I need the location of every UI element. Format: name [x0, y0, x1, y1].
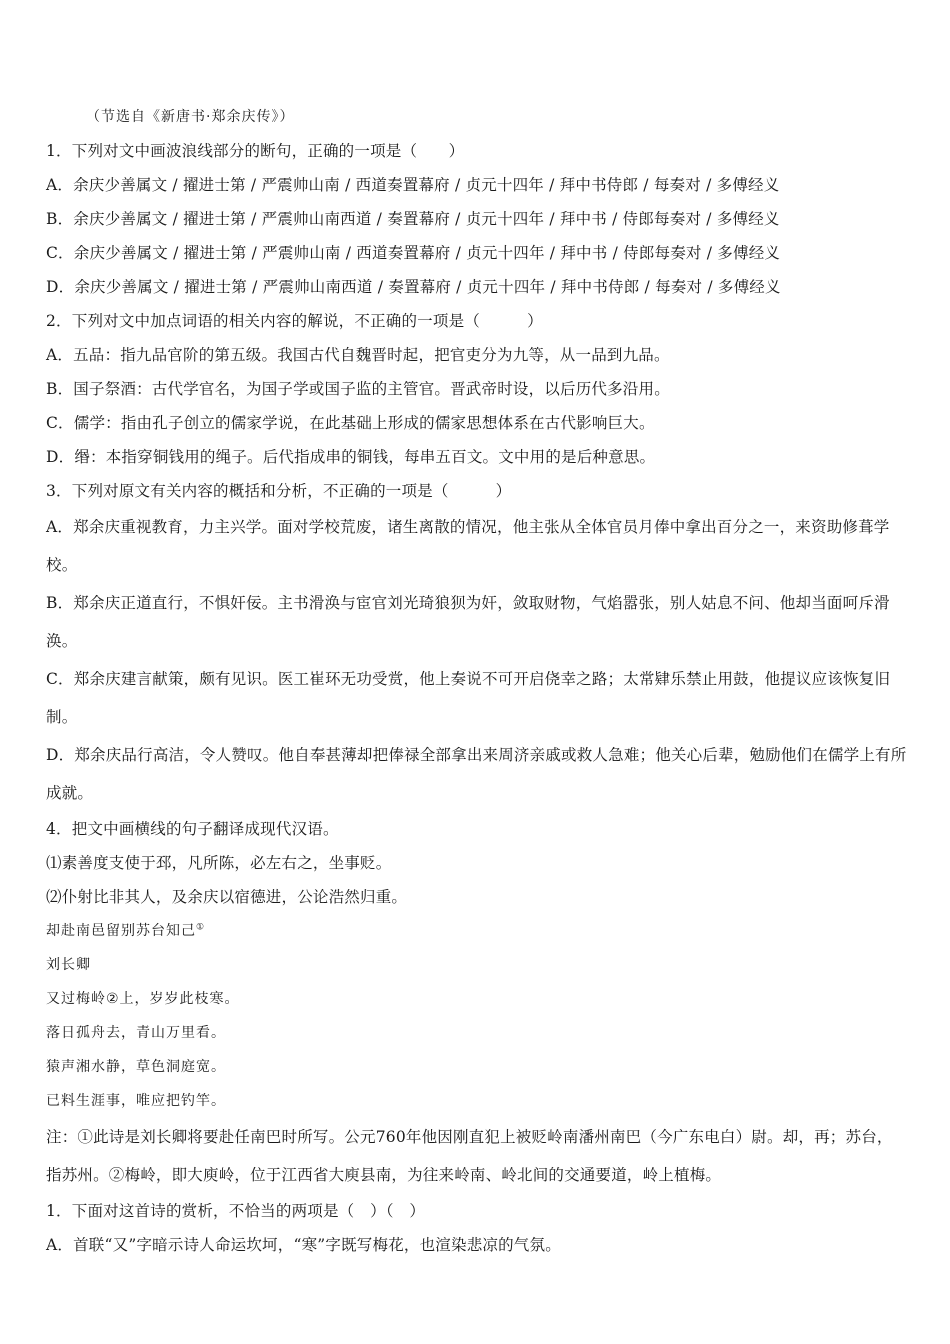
- poem: [46, 914, 908, 1118]
- question-4: [46, 812, 908, 914]
- option-a: A．余庆少善属文 / 擢进士第 / 严震帅山南 / 西道奏置幕府 / 贞元十四年 / 拜中书侍郎 / 每奏对 / 多傅经义: [46, 176, 780, 194]
- option-c: C．郑余庆建言献策，颇有见识。医工崔环无功受赏，他上奏说不可开启侥幸之路；太常肄乐禁止用鼓，他提议应该恢复旧制。: [46, 670, 891, 726]
- question-stem: 1．下面对这首诗的赏析，不恰当的两项是（ ）（ ）: [46, 1202, 426, 1220]
- document-page: [46, 100, 908, 1262]
- option-a: A．首联“又”字暗示诗人命运坎坷，“寒”字既写梅花，也渲染悲凉的气氛。: [46, 1236, 561, 1254]
- translation-item-2: ⑵仆射比非其人，及余庆以宿德进，公论浩然归重。: [46, 888, 408, 906]
- poem-note: 注：①此诗是刘长卿将要赴任南巴时所写。公元760年他因刚直犯上被贬岭南潘州南巴（今广东电白）尉。却，再；苏台，指苏州。②梅岭，即大庾岭，位于江西省大庾县南，为往来岭南、岭北间的交通要道，岭上植梅。: [46, 1128, 893, 1184]
- translation-item-1: ⑴素善度支使于邳，凡所陈，必左右之，坐事贬。: [46, 854, 392, 872]
- source-citation: （节选自《新唐书·郑余庆传》）: [86, 109, 295, 125]
- option-d: D．余庆少善属文 / 擢进士第 / 严震帅山南西道 / 奏置幕府 / 贞元十四年 / 拜中书侍郎 / 每奏对 / 多傅经义: [46, 278, 781, 296]
- poem-author: 刘长卿: [46, 957, 91, 973]
- question-stem: 4．把文中画横线的句子翻译成现代汉语。: [46, 820, 339, 838]
- poem-title: [46, 914, 908, 948]
- option-c: C．余庆少善属文 / 擢进士第 / 严震帅山南 / 西道奏置幕府 / 贞元十四年 / 拜中书 / 侍郎每奏对 / 多傅经义: [46, 244, 781, 262]
- option-b: B．余庆少善属文 / 擢进士第 / 严震帅山南西道 / 奏置幕府 / 贞元十四年 / 拜中书 / 侍郎每奏对 / 多傅经义: [46, 210, 780, 228]
- poem-line: 落日孤舟去，青山万里看。: [46, 1025, 226, 1041]
- option-c: C．儒学：指由孔子创立的儒家学说，在此基础上形成的儒家思想体系在古代影响巨大。: [46, 414, 655, 432]
- question-stem: 2．下列对文中加点词语的相关内容的解说，不正确的一项是（ ）: [46, 312, 543, 330]
- option-b: B．国子祭酒：古代学官名，为国子学或国子监的主管官。晋武帝时设，以后历代多沿用。: [46, 380, 670, 398]
- question-2: [46, 304, 908, 474]
- poem-title-text: 却赴南邑留别苏台知己: [46, 923, 196, 939]
- question-stem: 3．下列对原文有关内容的概括和分析，不正确的一项是（ ）: [46, 482, 512, 500]
- poem-question-1: [46, 1194, 908, 1262]
- option-d: D．郑余庆品行高洁，令人赞叹。他自奉甚薄却把俸禄全部拿出来周济亲戚或救人急难；他关心后辈，勉励他们在儒学上有所成就。: [46, 746, 907, 802]
- question-1: [46, 134, 908, 304]
- question-3: [46, 474, 908, 812]
- option-a: A．五品：指九品官阶的第五级。我国古代自魏晋时起，把官吏分为九等，从一品到九品。: [46, 346, 670, 364]
- option-b: B．郑余庆正道直行，不惧奸佞。主书滑涣与宦官刘光琦狼狈为奸，敛取财物，气焰嚣张，别人姑息不问、他却当面呵斥滑涣。: [46, 594, 890, 650]
- question-stem: 1．下列对文中画波浪线部分的断句，正确的一项是（ ）: [46, 142, 465, 160]
- footnote-mark: ①: [196, 922, 206, 933]
- poem-line: 又过梅岭②上，岁岁此枝寒。: [46, 991, 240, 1007]
- poem-line: 已料生涯事，唯应把钓竿。: [46, 1093, 226, 1109]
- option-a: A．郑余庆重视教育，力主兴学。面对学校荒废，诸生离散的情况，他主张从全体官员月俸中拿出百分之一，来资助修葺学校。: [46, 518, 890, 574]
- poem-line: 猿声湘水静，草色洞庭宽。: [46, 1059, 226, 1075]
- option-d: D．缗：本指穿铜钱用的绳子。后代指成串的铜钱，每串五百文。文中用的是后种意思。: [46, 448, 656, 466]
